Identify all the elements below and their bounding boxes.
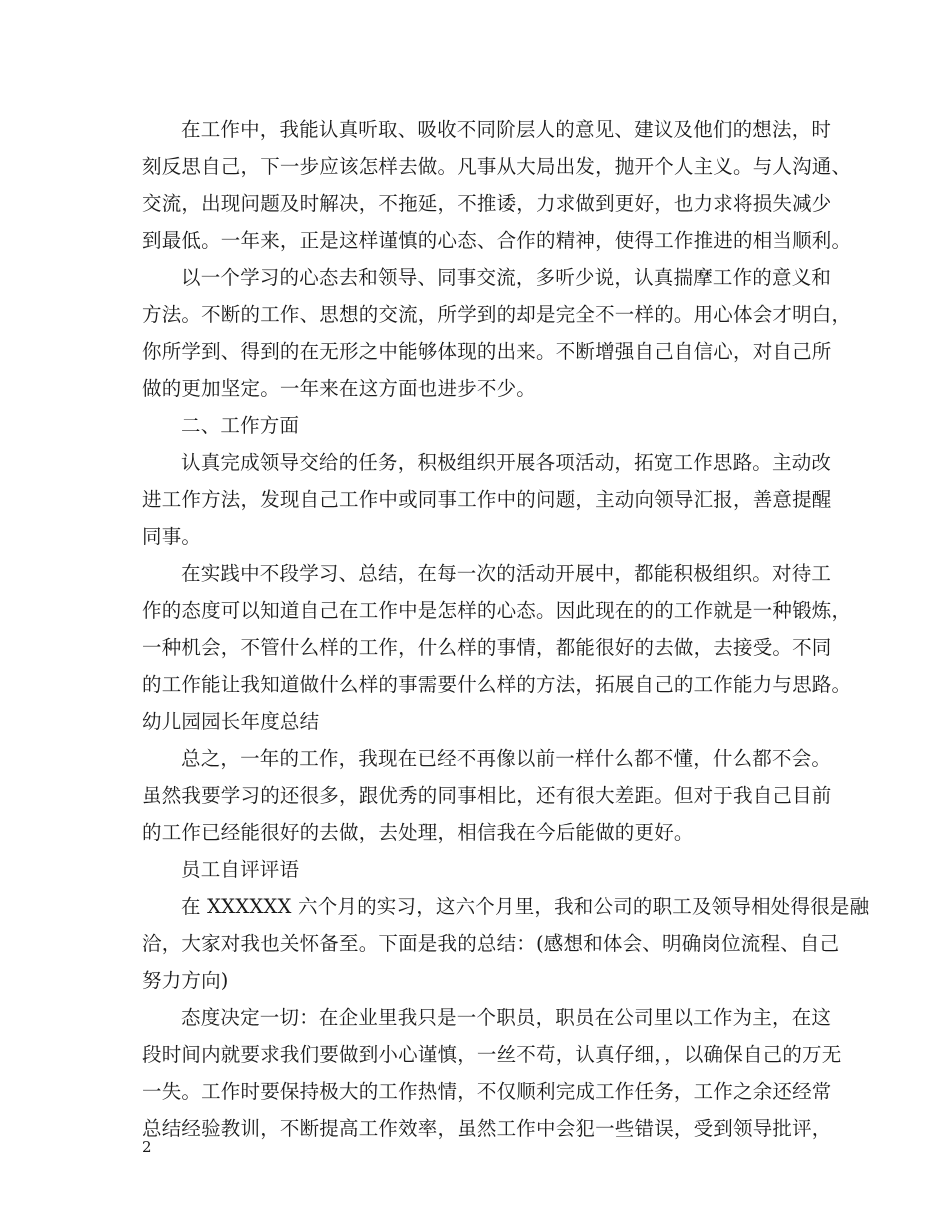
text-line: 刻反思自己，下一步应该怎样去做。凡事从大局出发，抛开个人主义。与人沟通、 (142, 155, 852, 178)
text-line: 一种机会，不管什么样的工作，什么样的事情，都能很好的去做，去接受。不同 (142, 636, 832, 659)
text-line: 以一个学习的心态去和领导、同事交流，多听少说，认真揣摩工作的意义和 (181, 266, 832, 289)
text-line: 到最低。一年来，正是这样谨慎的心态、合作的精神，使得工作推进的相当顺利。 (142, 229, 852, 252)
text-line: 在工作中，我能认真听取、吸收不同阶层人的意见、建议及他们的想法，时 (181, 118, 832, 141)
text-line: 进工作方法，发现自己工作中或同事工作中的问题，主动向领导汇报，善意提醒 (142, 488, 832, 511)
text-line: 态度决定一切：在企业里我只是一个职员，职员在公司里以工作为主，在这 (181, 1006, 832, 1029)
text-line: 总结经验教训，不断提高工作效率，虽然工作中会犯一些错误，受到领导批评， (142, 1117, 832, 1140)
text-line: 段时间内就要求我们要做到小心谨慎，一丝不苟，认真仔细，，以确保自己的万无 (142, 1043, 842, 1066)
text-line: 作的态度可以知道自己在工作中是怎样的心态。因此现在的的工作就是一种锻炼， (142, 599, 852, 622)
text-line: 认真完成领导交给的任务，积极组织开展各项活动，拓宽工作思路。主动改 (181, 451, 832, 474)
text-line: 交流，出现问题及时解决，不拖延，不推诿，力求做到更好，也力求将损失减少 (142, 192, 832, 215)
text-line: 方法。不断的工作、思想的交流，所学到的却是完全不一样的。用心体会才明白， (142, 303, 852, 326)
text-line: 一失。工作时要保持极大的工作热情，不仅顺利完成工作任务，工作之余还经常 (142, 1080, 832, 1103)
text-line: 同事。 (142, 525, 202, 548)
page-number: 2 (142, 1138, 152, 1156)
inline-title: 幼儿园园长年度总结 (142, 710, 320, 733)
text-line: 你所学到、得到的在无形之中能够体现的出来。不断增强自己自信心，对自己所 (142, 340, 832, 363)
section-heading: 员工自评评语 (181, 858, 300, 881)
text-line: 洽，大家对我也关怀备至。下面是我的总结：(感想和体会、明确岗位流程、自己 (142, 932, 840, 955)
section-heading: 二、工作方面 (181, 414, 300, 437)
text-line: 的工作能让我知道做什么样的事需要什么样的方法，拓展自己的工作能力与思路。 (142, 673, 852, 696)
text-line: 在 XXXXXX 六个月的实习，这六个月里，我和公司的职工及领导相处得很是融 (181, 895, 870, 918)
text-line: 的工作已经能很好的去做，去处理，相信我在今后能做的更好。 (142, 821, 694, 844)
text-line: 总之，一年的工作，我现在已经不再像以前一样什么都不懂，什么都不会。 (181, 747, 832, 770)
text-line: 努力方向) (142, 969, 229, 992)
text-line: 做的更加坚定。一年来在这方面也进步不少。 (142, 377, 537, 400)
text-line: 在实践中不段学习、总结，在每一次的活动开展中，都能积极组织。对待工 (181, 562, 832, 585)
text-line: 虽然我要学习的还很多，跟优秀的同事相比，还有很大差距。但对于我自己目前 (142, 784, 832, 807)
